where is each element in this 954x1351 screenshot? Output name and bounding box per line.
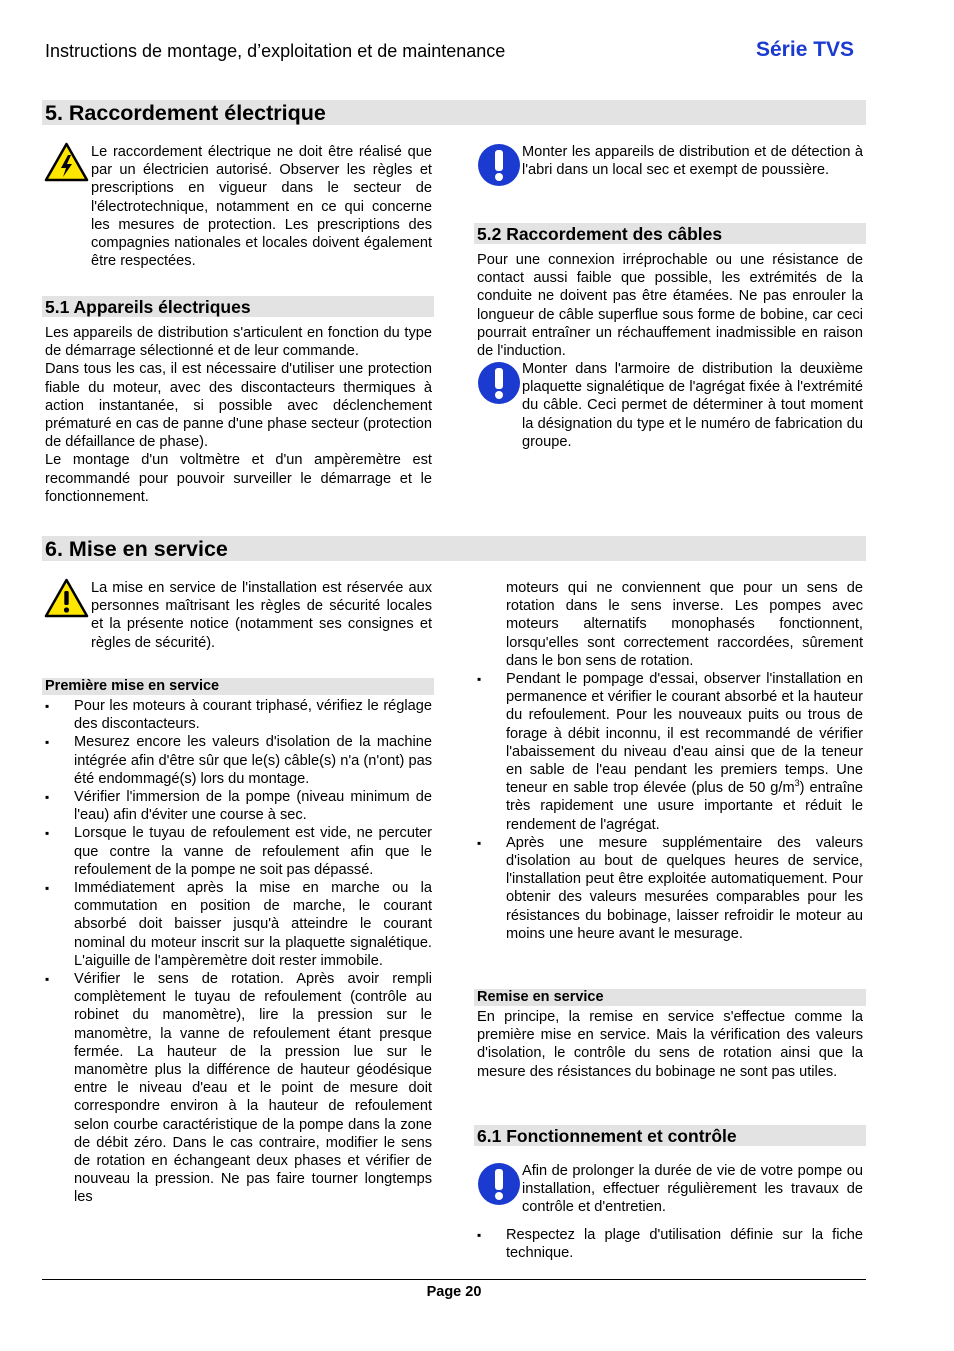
info-exclamation-icon [477,361,521,405]
recommissioning-body: En principe, la remise en service s'effectue comme la première mise en service. Mais la vérification des valeurs d'isolation, le contrôle du sens de rotation ainsi que la mesure des résistances du bobinage ne sont pas utiles. [477,1009,863,1080]
section-5-title: 5. Raccordement électrique [45,101,326,125]
section-5-2-body: Pour une connexion irréprochable ou une résistance de contact aussi faible que possible, les extrémités de la conduite ne doivent pas être étamées. Ne pas enrouler la longueur de câble superflue sous forme de bobine, car ceci pourrait entraîner un réchauffement inadmissible en raison de l'induction. [477,252,863,360]
list-item: ▪ Vérifier l'immersion de la pompe (niveau minimum de l'eau) afin d'éviter une course à sec. [45,788,432,824]
pumping-text: Pendant le pompage d'essai, observer l'installation en permanence et vérifier le courant absorbé et la hauteur du refoulement. Pour les nouveaux puits ou trous de forage à débit inconnu, il est recommandé de vérifier l'abaissement du niveau d'eau ainsi que de la teneur en sable de l'eau pendant les premiers temps. Une teneur en sable trop élevée (plus de 50 g/m [506,671,863,797]
section-5-2-title: 5.2 Raccordement des câbles [477,224,723,244]
section-5-1-heading [42,296,434,317]
list-item: ▪ Après une mesure supplémentaire des valeurs d'isolation au bout de quelques heures de service, l'installation peut être exploitée automatiquement. Pour obtenir des valeurs mesurées comparables pour les résistances du bobinage, laisser refroidir le moteur au moins une heure avant le mesurage. [477,834,863,943]
first-commissioning-list [45,697,432,1207]
section-5-note-text: Monter les appareils de distribution et de détection à l'abri dans un local sec et exempt de poussière. [522,144,863,179]
section-6-warning-text: La mise en service de l'installation est réservée aux personnes maîtrisant les règles de sécurité locales et la présente notice (notamment ses consignes et règles de sécurité). [91,580,432,651]
section-5-warning-text: Le raccordement électrique ne doit être réalisé que par un électricien autorisé. Observer les règles et prescriptions en vigueur dans le secteur de l'électrotechnique, notamment en ce qui concerne les mesures de protection. Les prescriptions des compagnies nationales et locales doivent également être respectées. [91,144,432,270]
first-commissioning-list-continued [477,670,863,943]
first-commissioning-heading [42,678,434,695]
list-item: ▪ Respectez la plage d'utilisation définie sur la fiche technique. [477,1226,863,1262]
superscript: 3 [794,778,800,789]
series-label: Série TVS [756,38,855,61]
page-number: Page 20 [426,1284,482,1300]
recommissioning-title: Remise en service [477,989,604,1005]
first-commissioning-title: Première mise en service [45,678,220,694]
section-5-heading [42,100,866,125]
list-item: ▪ Mesurez encore les valeurs d'isolation de la machine intégrée afin d'être sûr que le(s) câble(s) n'a (n'ont) pas été endommagé(s) lors du montage. [45,733,432,788]
list-item: ▪ Lorsque le tuyau de refoulement est vide, ne percuter que contre la vanne de refoulement afin que le refoulement de la pompe ne soit pas dépassé. [45,824,432,879]
section-6-1-heading [474,1125,866,1146]
section-5-2-heading [474,223,866,244]
section-6-1-title: 6.1 Fonctionnement et contrôle [477,1126,737,1146]
info-exclamation-icon [477,1162,521,1206]
section-6-1-note-text: Afin de prolonger la durée de vie de votre pompe ou installation, effectuer régulièrement les travaux de contrôle et d'entretien. [522,1163,863,1216]
list-item: ▪ Pour les moteurs à courant triphasé, vérifiez le réglage des discontacteurs. [45,697,432,733]
list-item [477,670,863,834]
warning-icon [44,578,89,618]
section-5-2-note-text: Monter dans l'armoire de distribution la deuxième plaquette signalétique de l'agrégat fixée à l'extrémité du câble. Ceci permet de déterminer à tout moment la désignation du type et le numéro de fabrication du groupe. [522,361,863,450]
section-6-title: 6. Mise en service [45,537,228,561]
electric-hazard-icon [44,142,89,182]
section-5-1-body [45,324,432,506]
document-title: Instructions de montage, d’exploitation et de maintenance [45,41,506,61]
list-item: ▪ Vérifier le sens de rotation. Après avoir rempli complètement le tuyau de refoulement (contrôle au robinet du manomètre), lire la pression sur le manomètre, la vanne de refoulement étant presque fermée. La hauteur de la pression lue sur le manomètre plus la différence de hauteur géodésique entre le niveau d'eau et le point de mesure doit correspondre environ à la hauteur de refoulement selon courbe caractéristique de la pompe dans la zone de débit zéro. Dans le cas contraire, modifier le sens de rotation en échangeant deux phases et vérifier de nouveau la pression. Ne pas faire tourner longtemps les [45,970,432,1207]
section-5-1-title: 5.1 Appareils électriques [45,297,251,317]
pumping-text-end: ) entraîne très rapidement une usure importante et réduit le rendement de l'agrégat. [506,780,864,833]
list-item-continued: moteurs qui ne conviennent que pour un sens de rotation dans le sens inverse. Les pompes avec moteurs alternatifs monophasés fonctionnent, lorsqu'elles sont correctement raccordées, sûrement dans le bon sens de rotation. [506,580,863,669]
paragraph: Les appareils de distribution s'articulent en fonction du type de démarrage sélectionné et de leur commande. [45,325,432,360]
list-item: ▪ Immédiatement après la mise en marche ou la commutation en position de marche, le courant absorbé doit baisser jusqu'à atteindre le courant nominal du moteur inscrit sur la plaquette signalétique. L'aiguille de l'ampèremètre doit rester immobile. [45,879,432,970]
section-6-1-list [477,1226,863,1262]
info-exclamation-icon [477,143,521,187]
section-6-heading [42,536,866,561]
footer-divider [42,1279,866,1280]
paragraph: Le montage d'un voltmètre et d'un ampèremètre est recommandé pour pouvoir surveiller le démarrage et le fonctionnement. [45,452,432,505]
paragraph: Dans tous les cas, il est nécessaire d'utiliser une protection fiable du moteur, avec des discontacteurs thermiques à action instantanée, si possible avec déclenchement prématuré en cas de panne d'une phase secteur (protection de défaillance de phase). [45,361,432,451]
recommissioning-heading [474,989,866,1006]
